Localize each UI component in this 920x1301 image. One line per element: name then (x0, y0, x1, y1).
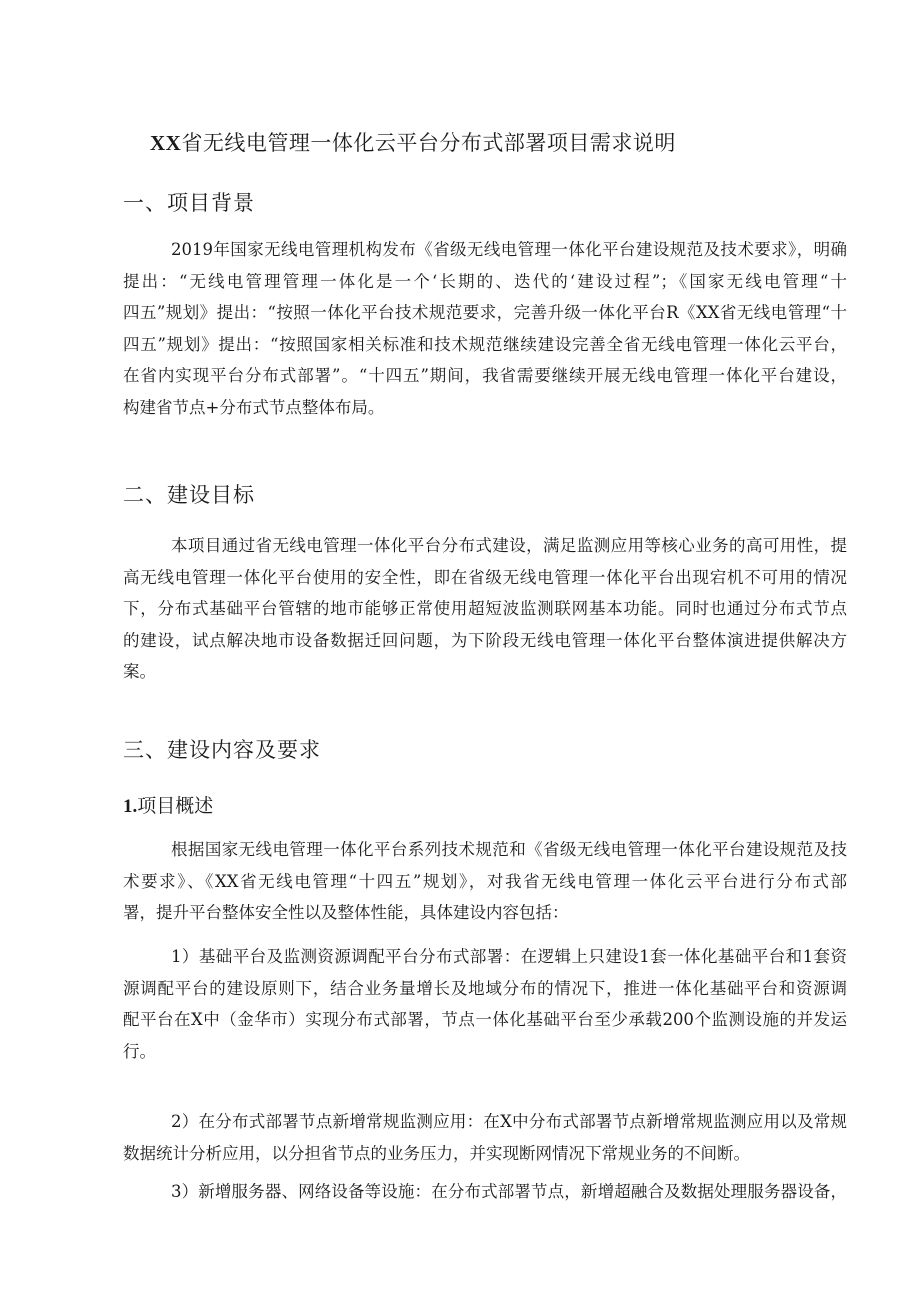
title-text: 省无线电管理一体化云平台分布式部署项目需求说明 (181, 131, 676, 155)
subsection-heading-overview (123, 792, 213, 821)
section-heading-goals: 二、建设目标 (123, 483, 255, 507)
paragraph-item-1 (123, 941, 847, 1067)
text-line: 署，提升平台整体安全性以及整体性能，具体建设内容包括： (123, 903, 569, 922)
document-title (150, 128, 830, 158)
paragraph-item-3 (123, 1176, 847, 1208)
paragraph-item-2 (123, 1106, 847, 1169)
subsection-label: 项目概述 (137, 795, 214, 817)
text-line: 在省内实现平台分布式部署”。“十四五”期间，我省需要继续开展无线电管理一体化平台建设， (123, 366, 847, 385)
text-line: 四五”规划》提出：“按照国家相关标准和技术规范继续建设完善全省无线电管理一体化云平台， (123, 334, 847, 354)
paragraph-background (123, 234, 847, 423)
text-line: 高无线电管理一体化平台使用的安全性，即在省级无线电管理一体化平台出现宕机不可用的情况 (123, 567, 847, 587)
paragraph-overview-intro (123, 834, 847, 929)
text-line: 2019年国家无线电管理机构发布《省级无线电管理一体化平台建设规范及技术要求》，明确 (171, 240, 847, 259)
section-heading-background: 一、项目背景 (123, 191, 255, 215)
text-line: 3）新增服务器、网络设备等设施：在分布式部署节点，新增超融合及数据处理服务器设备， (171, 1182, 847, 1201)
paragraph-goals (123, 530, 847, 688)
subsection-number: 1. (123, 796, 138, 817)
text-line: 1）基础平台及监测资源调配平台分布式部署：在逻辑上只建设1套一体化基础平台和1套资 (171, 947, 847, 966)
text-line: 四五”规划》提出：“按照一体化平台技术规范要求，完善升级一体化平台R《XX省无线电管理“十 (123, 303, 847, 322)
text-line: 行。 (123, 1041, 156, 1061)
text-line: 配平台在X中（金华市）实现分布式部署，节点一体化基础平台至少承载200个监测设施的并发运 (123, 1010, 847, 1029)
text-line: 下，分布式基础平台管辖的地市能够正常使用超短波监测联网基本功能。同时也通过分布式节点 (123, 599, 847, 618)
text-line: 源调配平台的建设原则下，结合业务量增长及地域分布的情况下，推进一体化基础平台和资源调 (123, 978, 847, 998)
text-line: 术要求》、《XX省无线电管理“十四五”规划》，对我省无线电管理一体化云平台进行分布式部 (123, 871, 847, 891)
text-line: 构建省节点+分布式节点整体布局。 (123, 397, 385, 417)
text-line: 数据统计分析应用，以分担省节点的业务压力，并实现断网情况下常规业务的不间断。 (123, 1143, 750, 1163)
text-line: 案。 (123, 662, 156, 681)
text-line: 提出：“无线电管理管理一体化是一个‘长期的、迭代的‘建设过程”；《国家无线电管理“十 (123, 271, 847, 291)
text-line: 根据国家无线电管理一体化平台系列技术规范和《省级无线电管理一体化平台建设规范及技 (171, 840, 847, 859)
text-line: 的建设，试点解决地市设备数据迁回问题，为下阶段无线电管理一体化平台整体演进提供解决方 (123, 630, 847, 650)
section-heading-content: 三、建设内容及要求 (123, 738, 321, 762)
text-line: 2）在分布式部署节点新增常规监测应用：在X中分布式部署节点新增常规监测应用以及常规 (171, 1112, 847, 1131)
title-prefix: XX (150, 131, 182, 155)
text-line: 本项目通过省无线电管理一体化平台分布式建设，满足监测应用等核心业务的高可用性，提 (171, 536, 847, 555)
